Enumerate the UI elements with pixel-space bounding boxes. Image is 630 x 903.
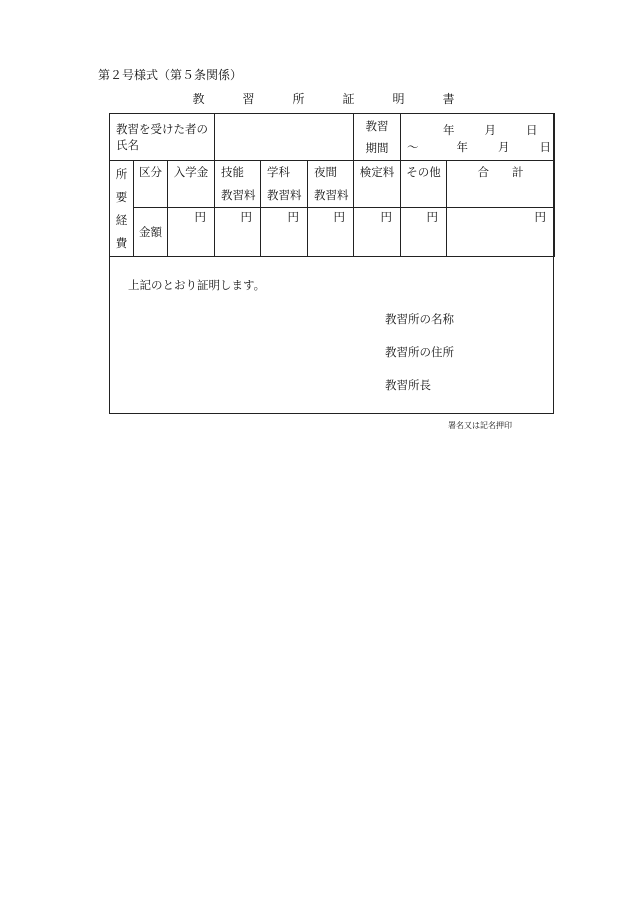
school-name-label: 教習所の名称	[385, 312, 454, 326]
header-line2: 教習料	[314, 188, 349, 202]
seal-note: 署名又は記名押印	[448, 421, 512, 430]
category-label: 区分	[134, 161, 168, 208]
amount-academic[interactable]: 円	[261, 208, 308, 257]
amount-label: 金額	[134, 208, 168, 257]
trainee-name-label: 教習を受けた者の氏名	[110, 114, 215, 161]
header-line2: 教習料	[267, 188, 302, 202]
amount-other[interactable]: 円	[401, 208, 447, 257]
start-year-unit: 年	[443, 123, 455, 137]
column-header-exam-fee	[354, 161, 401, 208]
header-line1: 検定料	[359, 165, 395, 179]
header-line1: 夜間	[314, 165, 338, 179]
amount-skill[interactable]: 円	[215, 208, 261, 257]
column-header-enrollment	[168, 161, 215, 208]
expense-char: 経	[115, 212, 128, 227]
amount-total[interactable]: 円	[447, 208, 555, 257]
period-start	[443, 122, 538, 138]
expense-char: 要	[115, 189, 128, 204]
form-id: 第２号様式（第５条関係）	[98, 68, 243, 82]
end-day-unit: 日	[539, 140, 552, 154]
expense-char: 所	[115, 166, 128, 181]
header-line2: 教習料	[221, 188, 256, 202]
header-line1: その他	[406, 165, 441, 179]
column-header-other	[401, 161, 447, 208]
period-label-line1: 教習	[365, 119, 389, 133]
column-header-skill	[215, 161, 261, 208]
end-month-unit: 月	[498, 140, 510, 154]
expense-label	[110, 161, 134, 257]
start-month-unit: 月	[484, 123, 497, 137]
period-label-line2: 期間	[365, 141, 389, 155]
certification-statement: 上記のとおり証明します。	[128, 278, 266, 292]
amount-exam-fee[interactable]: 円	[354, 208, 401, 257]
column-header-academic	[261, 161, 308, 208]
period-tilde: ～	[407, 140, 419, 154]
column-header-total	[447, 161, 555, 208]
trainee-name-field[interactable]	[215, 114, 354, 161]
certificate-table	[109, 113, 555, 257]
amount-enrollment[interactable]: 円	[168, 208, 215, 257]
training-period-label	[354, 114, 401, 161]
page-title: 教 習 所 証 明 書	[192, 92, 468, 106]
school-address-label: 教習所の住所	[385, 345, 454, 359]
amount-night[interactable]: 円	[308, 208, 354, 257]
start-day-unit: 日	[526, 123, 538, 137]
training-period-field[interactable]	[401, 114, 555, 161]
header-line1: 合 計	[477, 165, 524, 179]
end-year-unit: 年	[456, 140, 469, 154]
column-header-night	[308, 161, 354, 208]
header-line1: 学科	[267, 165, 291, 179]
header-line1: 技能	[221, 165, 245, 179]
period-end	[407, 139, 551, 155]
director-label: 教習所長	[385, 378, 431, 392]
header-line1: 入学金	[173, 165, 209, 179]
expense-char: 費	[115, 235, 128, 250]
